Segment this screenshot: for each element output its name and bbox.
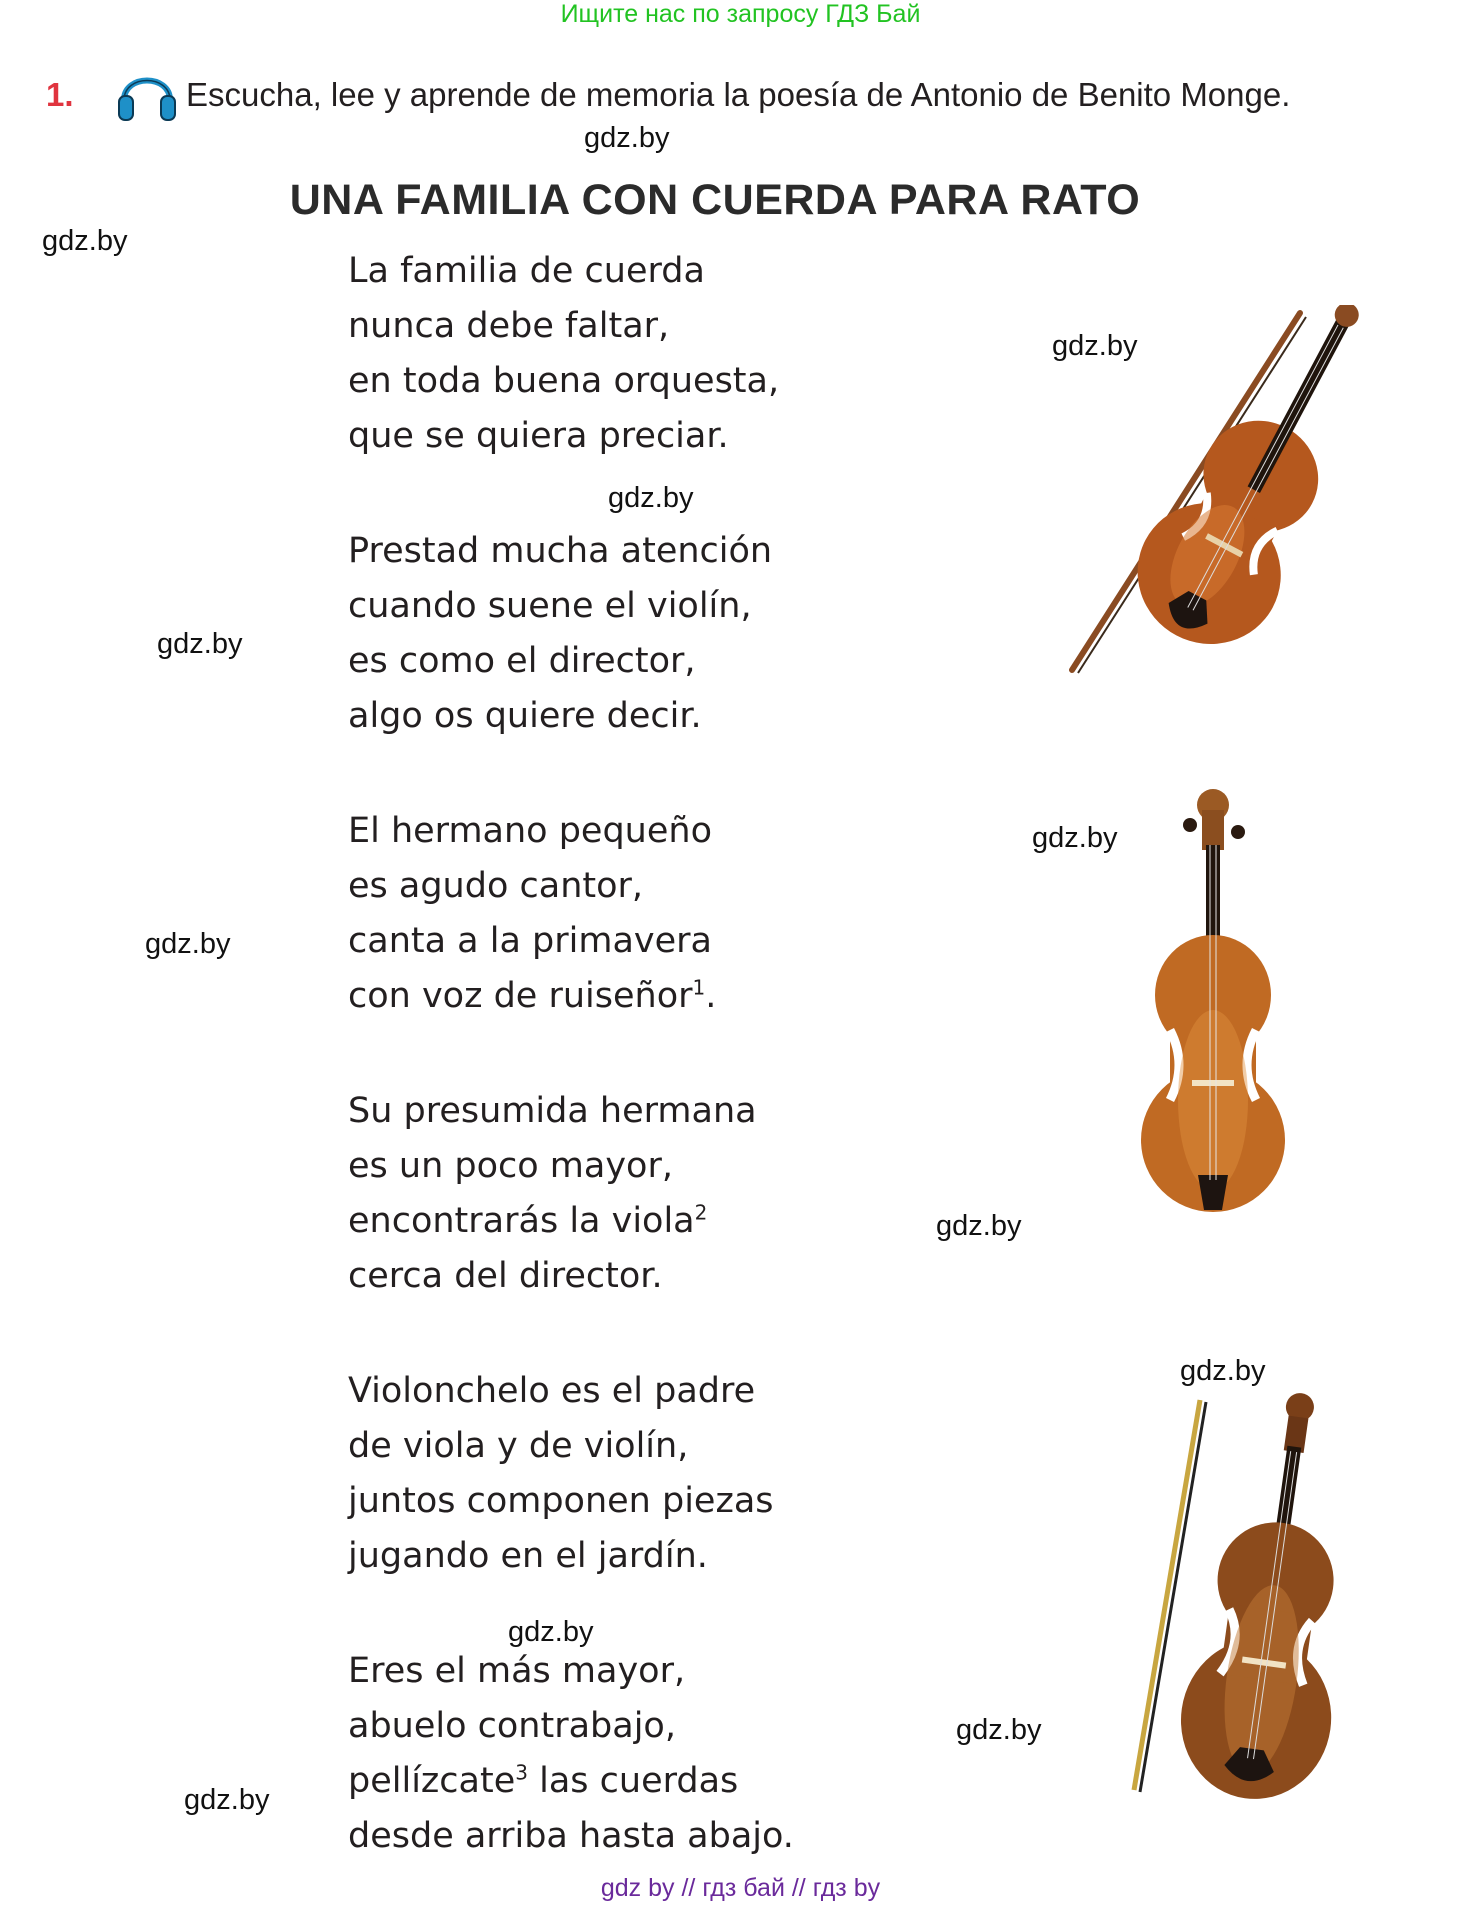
poem-line: juntos componen piezas xyxy=(348,1481,774,1521)
headphones-icon[interactable] xyxy=(116,64,178,122)
poem-line: jugando en el jardín. xyxy=(348,1536,708,1576)
poem-line: Eres el más mayor, xyxy=(348,1651,686,1691)
poem-title: UNA FAMILIA CON CUERDA PARA RATO xyxy=(289,176,1141,224)
footnote-mark[interactable]: 3 xyxy=(515,1760,528,1785)
stanza-5 xyxy=(348,1364,774,1584)
poem-line-text: . xyxy=(705,976,717,1016)
poem-line: es como el director, xyxy=(348,641,696,681)
viola-image xyxy=(1130,780,1300,1220)
poem-line xyxy=(348,969,716,1024)
poem-line: es un poco mayor, xyxy=(348,1146,673,1186)
watermark: gdz.by xyxy=(1052,330,1138,362)
poem-line: de viola y de violín, xyxy=(348,1426,689,1466)
watermark: gdz.by xyxy=(157,628,243,660)
watermark: gdz.by xyxy=(936,1210,1022,1242)
poem-line: abuelo contrabajo, xyxy=(348,1706,676,1746)
stanza-3 xyxy=(348,804,716,1024)
poem-line-text: pellízcate xyxy=(348,1761,516,1801)
poem-line-text: con voz de ruiseñor xyxy=(348,976,693,1016)
poem-line: algo os quiere decir. xyxy=(348,696,702,736)
stanza-4 xyxy=(348,1084,757,1304)
watermark: gdz.by xyxy=(42,225,128,257)
watermark: gdz.by xyxy=(1032,822,1118,854)
stanza-6 xyxy=(348,1644,794,1864)
poem-line-text: las cuerdas xyxy=(527,1761,739,1801)
watermark: gdz.by xyxy=(508,1616,594,1648)
watermark: gdz.by xyxy=(584,122,670,154)
stanza-1 xyxy=(348,244,779,464)
poem-line: cerca del director. xyxy=(348,1256,663,1296)
poem-line: cuando suene el violín, xyxy=(348,586,752,626)
watermark: gdz.by xyxy=(184,1784,270,1816)
stanza-2 xyxy=(348,524,772,744)
poem-line: Prestad mucha atención xyxy=(348,531,773,571)
watermark: gdz.by xyxy=(145,928,231,960)
poem-line: Violonchelo es el padre xyxy=(348,1371,756,1411)
poem-line: desde arriba hasta abajo. xyxy=(348,1816,794,1856)
poem-line: canta a la primavera xyxy=(348,921,712,961)
watermark: gdz.by xyxy=(956,1714,1042,1746)
exercise-instruction: Escucha, lee y aprende de memoria la poesía de Antonio de Benito Monge. xyxy=(186,76,1291,113)
poem-line: La familia de cuerda xyxy=(348,251,705,291)
poem-line-text: encontrarás la viola xyxy=(348,1201,695,1241)
exercise-number: 1. xyxy=(46,76,74,113)
top-banner: Ищите нас по запросу ГДЗ Бай xyxy=(560,0,921,28)
poem-line: es agudo cantor, xyxy=(348,866,644,906)
watermark: gdz.by xyxy=(608,482,694,514)
poem-line: nunca debe faltar, xyxy=(348,306,670,346)
poem-line xyxy=(348,1754,794,1809)
poem-line: que se quiera preciar. xyxy=(348,416,729,456)
cello-with-bow-image xyxy=(1120,1380,1370,1810)
watermark: gdz.by xyxy=(1180,1355,1266,1387)
footnote-mark[interactable]: 2 xyxy=(694,1200,708,1225)
poem-line xyxy=(348,1194,757,1249)
poem-line: El hermano pequeño xyxy=(348,811,712,851)
footnote-mark[interactable]: 1 xyxy=(692,975,706,1000)
footer-links: gdz by // гдз бай // гдз by xyxy=(600,1874,881,1902)
poem-line: en toda buena orquesta, xyxy=(348,361,780,401)
poem-line: Su presumida hermana xyxy=(348,1091,757,1131)
